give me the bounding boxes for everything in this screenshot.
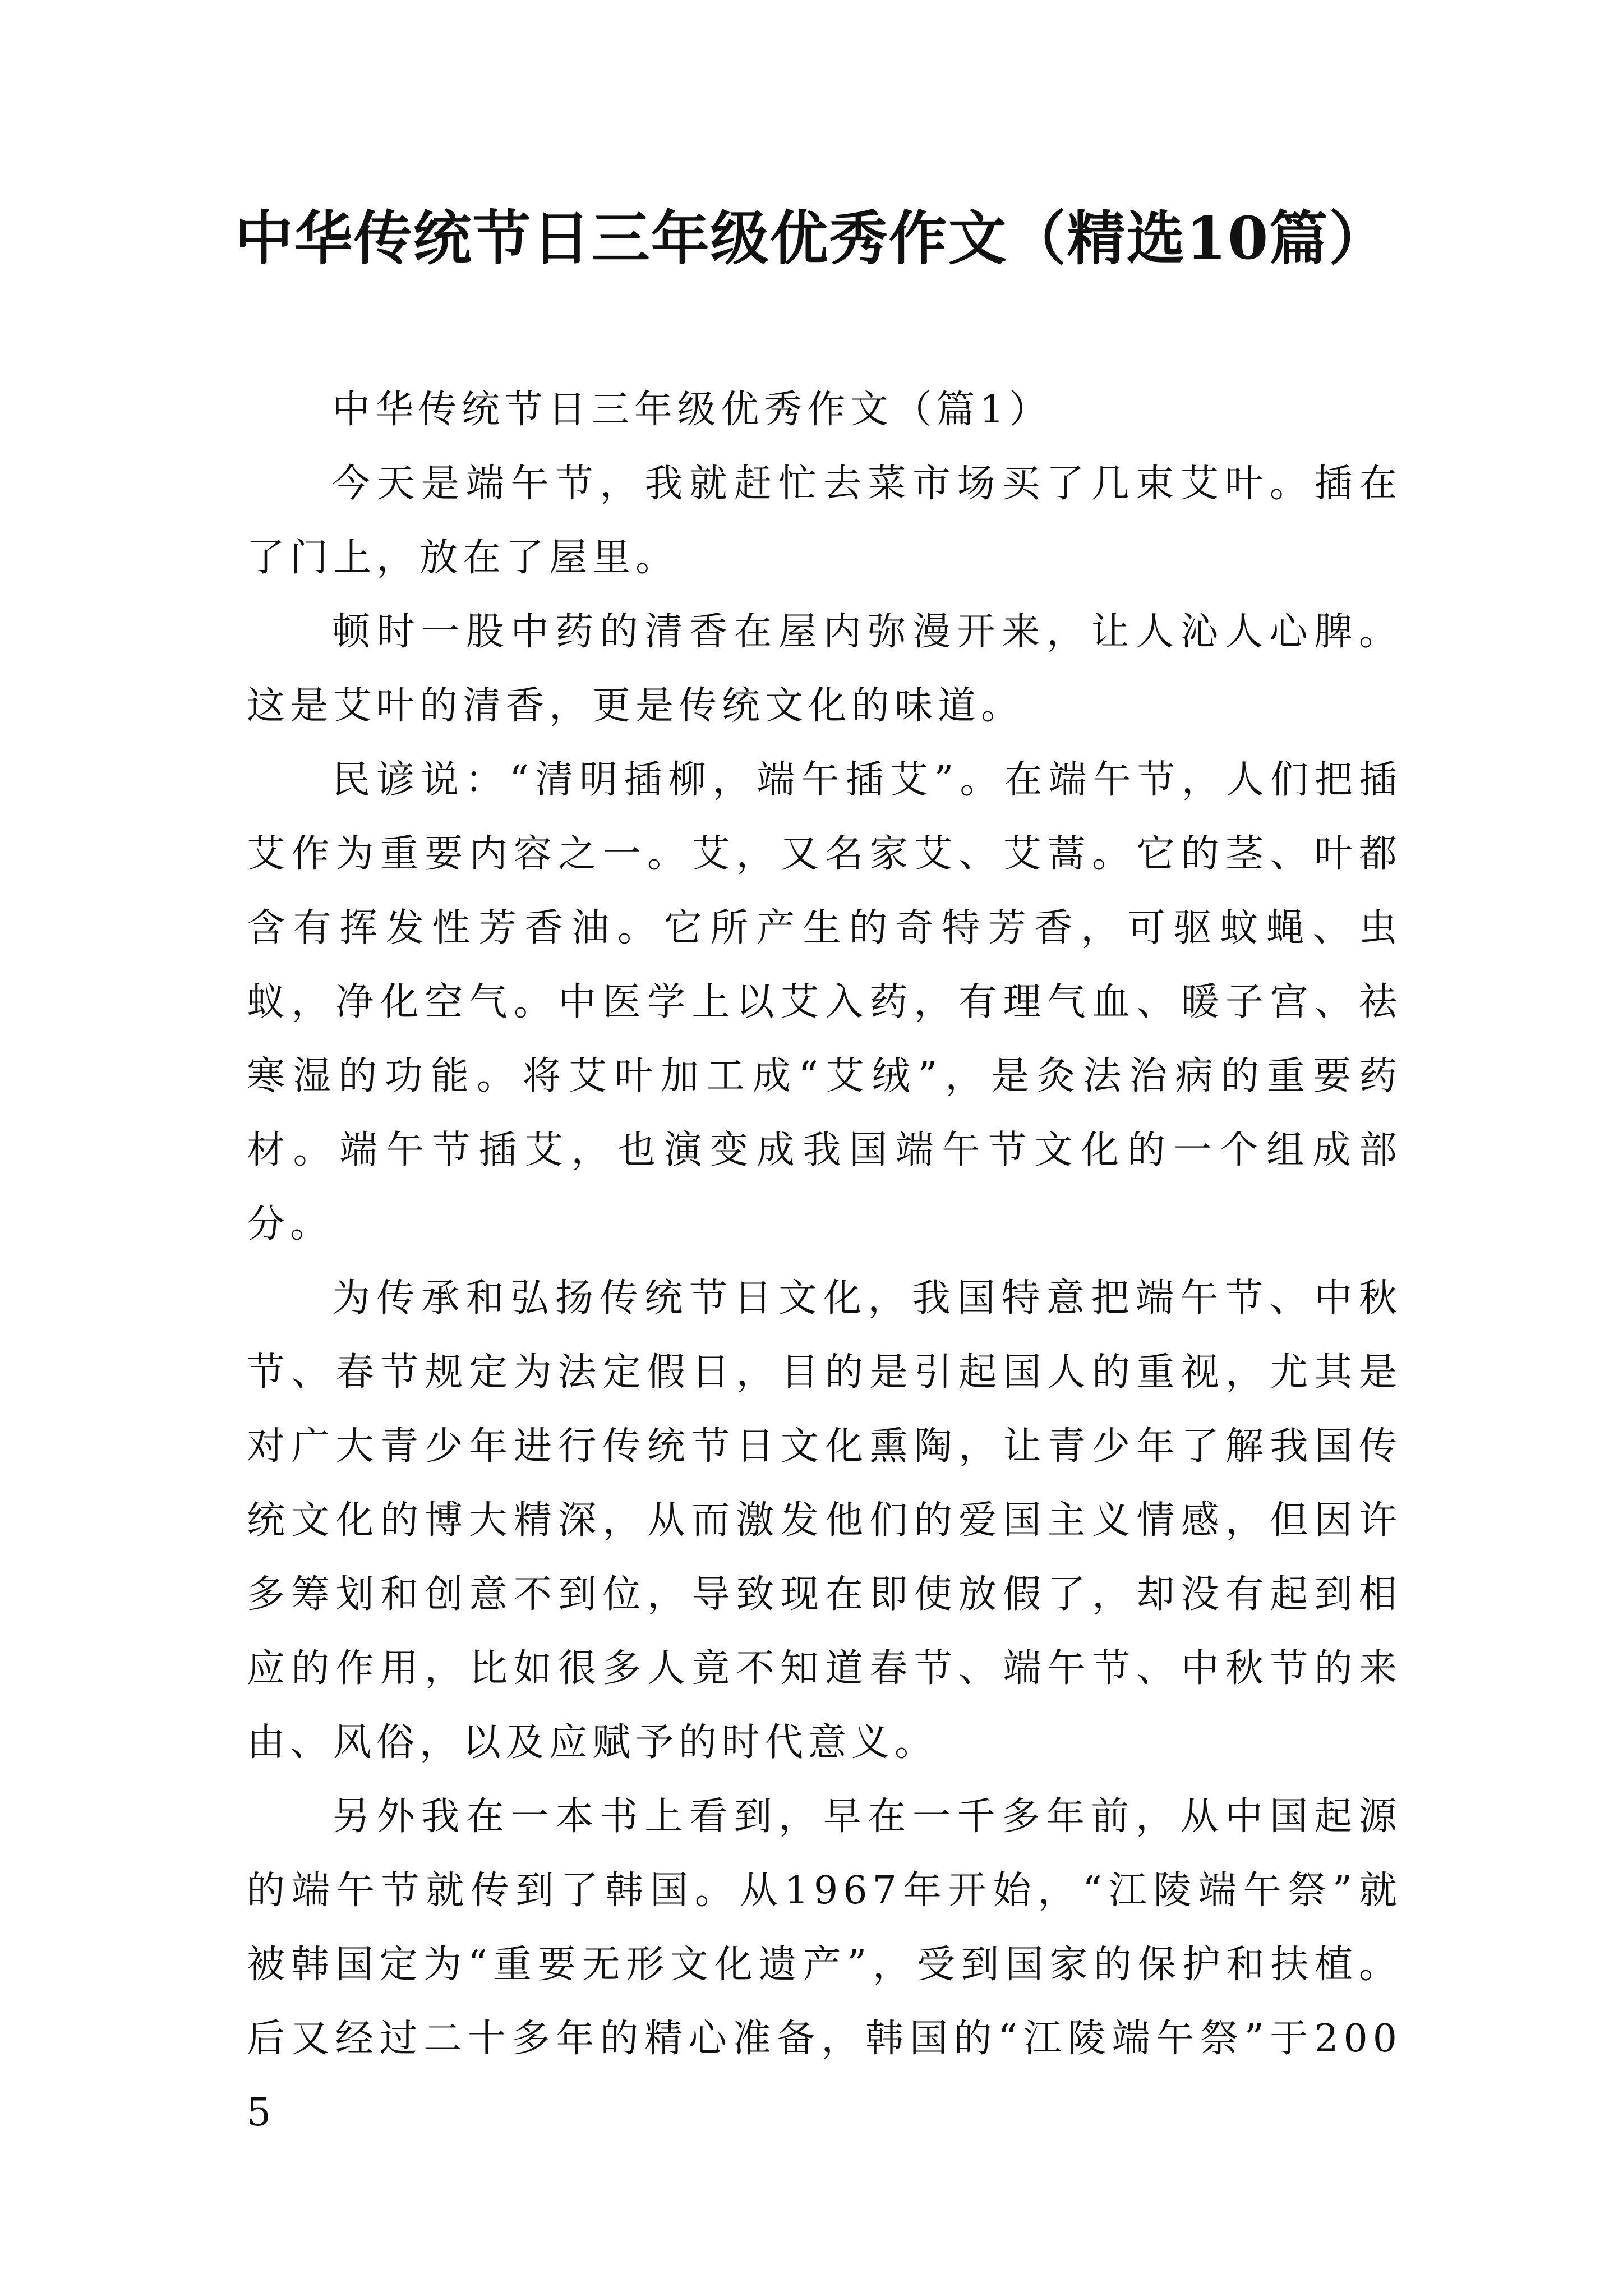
- essay-heading: 中华传统节日三年级优秀作文（篇1）: [332, 388, 1053, 432]
- paragraph-1: 今天是端午节，我就赶忙去菜市场买了几束艾叶。插在了门上，放在了屋里。: [247, 462, 1402, 580]
- paragraph-5: 另外我在一本书上看到，早在一千多年前，从中国起源的端午节就传到了韩国。从1967年开始，“江陵端午祭”就被韩国定为“重要无形文化遗产”，受到国家的保护和扶植。后又经过二十多年的精心准备，韩国的“江陵端午祭”于2005: [247, 1795, 1402, 2135]
- paragraph-3: 民谚说：“清明插柳，端午插艾”。在端午节，人们把插艾作为重要内容之一。艾，又名家艾、艾蒿。它的茎、叶都含有挥发性芳香油。它所产生的奇特芳香，可驱蚊蝇、虫蚁，净化空气。中医学上以艾入药，有理气血、暖子宫、祛寒湿的功能。将艾叶加工成“艾绒”，是灸法治病的重要药材。端午节插艾，也演变成我国端午节文化的一个组成部分。: [247, 758, 1402, 1246]
- paragraph-4: 为传承和弘扬传统节日文化，我国特意把端午节、中秋节、春节规定为法定假日，目的是引起国人的重视，尤其是对广大青少年进行传统节日文化熏陶，让青少年了解我国传统文化的博大精深，从而激发他们的爱国主义情感，但因许多筹划和创意不到位，导致现在即使放假了，却没有起到相应的作用，比如很多人竟不知道春节、端午节、中秋节的来由、风俗，以及应赋予的时代意义。: [247, 1276, 1402, 1765]
- document-title: 中华传统节日三年级优秀作文（精选10篇）: [234, 204, 1389, 273]
- document-body: [247, 373, 1402, 2150]
- paragraph-2: 顿时一股中药的清香在屋内弥漫开来，让人沁人心脾。这是艾叶的清香，更是传统文化的味道。: [247, 610, 1402, 728]
